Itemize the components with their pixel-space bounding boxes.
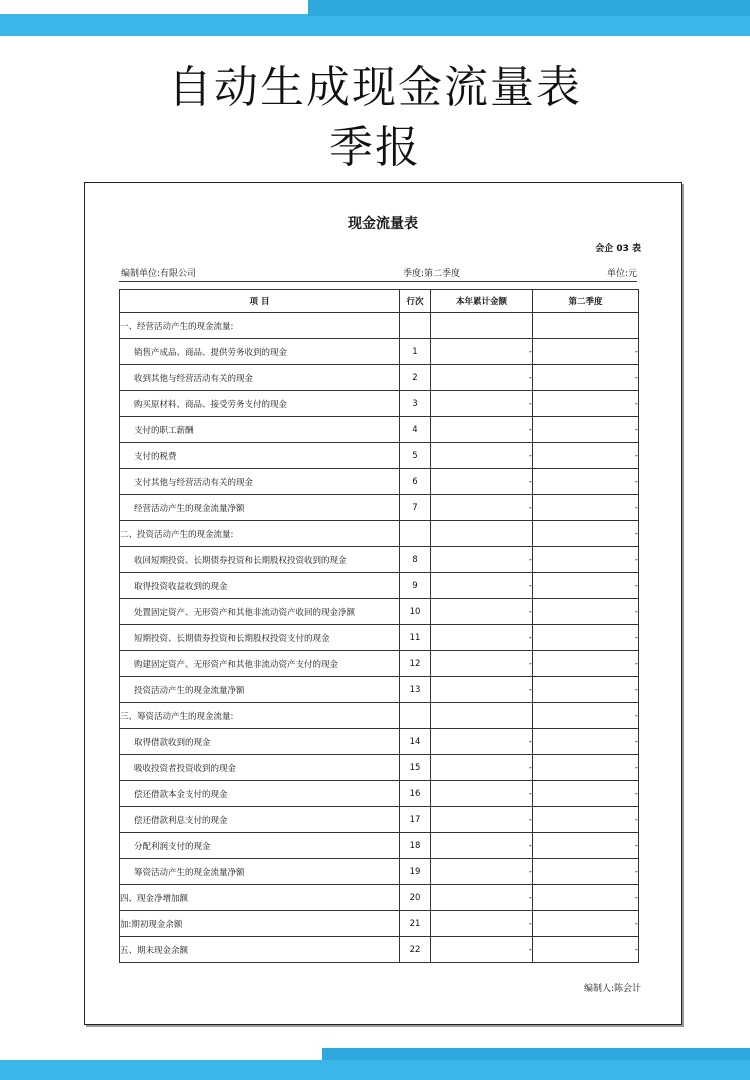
row-line-no: 4 (400, 417, 431, 443)
row-item-label: 吸收投资者投资收到的现金 (120, 755, 400, 781)
row-quarter-amount: - (533, 911, 639, 937)
table-row (120, 625, 639, 651)
row-ytd-amount: - (431, 911, 533, 937)
row-quarter-amount: - (533, 339, 639, 365)
top-accent-bar-secondary (308, 0, 750, 16)
row-quarter-amount: - (533, 495, 639, 521)
table-row (120, 365, 639, 391)
row-quarter-amount: - (533, 365, 639, 391)
row-ytd-amount: - (431, 859, 533, 885)
row-item-label: 收到其他与经营活动有关的现金 (120, 365, 400, 391)
row-item-label: 四、现金净增加额 (120, 885, 400, 911)
row-line-no: 18 (400, 833, 431, 859)
row-line-no: 9 (400, 573, 431, 599)
row-quarter-amount: - (533, 807, 639, 833)
row-quarter-amount: - (533, 677, 639, 703)
row-quarter-amount: - (533, 651, 639, 677)
row-item-label: 收回短期投资、长期债券投资和长期股权投资收到的现金 (120, 547, 400, 573)
row-quarter-amount: - (533, 755, 639, 781)
row-ytd-amount: - (431, 833, 533, 859)
header-ytd-amount: 本年累计金额 (431, 290, 533, 313)
row-quarter-amount (533, 313, 639, 339)
row-ytd-amount: - (431, 625, 533, 651)
bottom-accent-bar (0, 1060, 750, 1080)
row-line-no: 14 (400, 729, 431, 755)
top-accent-bar (0, 14, 750, 36)
row-quarter-amount: - (533, 729, 639, 755)
row-item-label: 筹资活动产生的现金流量净额 (120, 859, 400, 885)
row-line-no: 22 (400, 937, 431, 963)
row-ytd-amount: - (431, 365, 533, 391)
row-line-no: 20 (400, 885, 431, 911)
row-ytd-amount: - (431, 599, 533, 625)
row-quarter-amount: - (533, 573, 639, 599)
row-quarter-amount: - (533, 625, 639, 651)
row-item-label: 一、经营活动产生的现金流量: (120, 313, 400, 339)
row-item-label: 销售产成品、商品、提供劳务收到的现金 (120, 339, 400, 365)
row-item-label: 偿还借款利息支付的现金 (120, 807, 400, 833)
row-line-no (400, 703, 431, 729)
row-ytd-amount: - (431, 339, 533, 365)
row-ytd-amount: - (431, 937, 533, 963)
row-item-label: 经营活动产生的现金流量净额 (120, 495, 400, 521)
row-line-no: 2 (400, 365, 431, 391)
row-item-label: 短期投资、长期债券投资和长期股权投资支付的现金 (120, 625, 400, 651)
table-row (120, 859, 639, 885)
table-row (120, 937, 639, 963)
row-quarter-amount: - (533, 859, 639, 885)
row-quarter-amount: - (533, 703, 639, 729)
row-ytd-amount: - (431, 573, 533, 599)
row-line-no: 1 (400, 339, 431, 365)
row-quarter-amount: - (533, 417, 639, 443)
row-ytd-amount: - (431, 391, 533, 417)
row-item-label: 支付其他与经营活动有关的现金 (120, 469, 400, 495)
reporting-unit: 编制单位:有限公司 (121, 269, 197, 279)
row-line-no: 16 (400, 781, 431, 807)
row-ytd-amount: - (431, 807, 533, 833)
table-row (120, 391, 639, 417)
table-row (120, 521, 639, 547)
row-quarter-amount: - (533, 547, 639, 573)
table-row (120, 677, 639, 703)
row-ytd-amount (431, 703, 533, 729)
row-ytd-amount: - (431, 443, 533, 469)
table-row (120, 885, 639, 911)
row-line-no: 5 (400, 443, 431, 469)
cash-flow-table (119, 289, 639, 963)
form-number: 会企 03 表 (595, 244, 641, 254)
row-ytd-amount: - (431, 469, 533, 495)
row-ytd-amount (431, 313, 533, 339)
table-row (120, 573, 639, 599)
row-ytd-amount: - (431, 495, 533, 521)
table-row (120, 495, 639, 521)
row-item-label: 偿还借款本金支付的现金 (120, 781, 400, 807)
table-row (120, 781, 639, 807)
row-line-no: 8 (400, 547, 431, 573)
row-quarter-amount: - (533, 833, 639, 859)
row-item-label: 分配利润支付的现金 (120, 833, 400, 859)
table-row (120, 833, 639, 859)
row-item-label: 购建固定资产、无形资产和其他非流动资产支付的现金 (120, 651, 400, 677)
table-row (120, 599, 639, 625)
row-item-label: 二、投资活动产生的现金流量: (120, 521, 400, 547)
table-row (120, 339, 639, 365)
row-quarter-amount: - (533, 521, 639, 547)
table-row (120, 443, 639, 469)
row-item-label: 加:期初现金余额 (120, 911, 400, 937)
table-row (120, 417, 639, 443)
banner-title: 自动生成现金流量表 (168, 62, 582, 113)
table-row (120, 911, 639, 937)
row-ytd-amount: - (431, 547, 533, 573)
header-item: 项 目 (120, 290, 400, 313)
row-ytd-amount: - (431, 677, 533, 703)
row-item-label: 投资活动产生的现金流量净额 (120, 677, 400, 703)
row-quarter-amount: - (533, 937, 639, 963)
row-line-no: 21 (400, 911, 431, 937)
doc-title: 现金流量表 (348, 216, 418, 232)
row-line-no: 11 (400, 625, 431, 651)
row-line-no: 13 (400, 677, 431, 703)
header-line-no: 行次 (400, 290, 431, 313)
row-item-label: 支付的职工薪酬 (120, 417, 400, 443)
row-quarter-amount: - (533, 781, 639, 807)
reporting-period: 季度:第二季度 (403, 269, 461, 279)
row-quarter-amount: - (533, 443, 639, 469)
row-line-no: 10 (400, 599, 431, 625)
row-line-no: 3 (400, 391, 431, 417)
header-divider (119, 281, 637, 282)
row-line-no: 7 (400, 495, 431, 521)
preparer: 编制人:陈会计 (583, 984, 641, 994)
currency-unit: 单位:元 (606, 269, 637, 279)
row-line-no: 17 (400, 807, 431, 833)
row-item-label: 取得借款收到的现金 (120, 729, 400, 755)
row-ytd-amount: - (431, 651, 533, 677)
table-row (120, 703, 639, 729)
banner-subtitle: 季报 (329, 122, 421, 173)
row-ytd-amount (431, 521, 533, 547)
cash-flow-sheet (84, 182, 682, 1025)
row-item-label: 三、筹资活动产生的现金流量: (120, 703, 400, 729)
table-row (120, 547, 639, 573)
row-item-label: 取得投资收益收到的现金 (120, 573, 400, 599)
row-ytd-amount: - (431, 781, 533, 807)
row-line-no: 6 (400, 469, 431, 495)
row-item-label: 五、期末现金余额 (120, 937, 400, 963)
row-quarter-amount: - (533, 391, 639, 417)
row-ytd-amount: - (431, 417, 533, 443)
row-item-label: 支付的税费 (120, 443, 400, 469)
row-quarter-amount: - (533, 885, 639, 911)
row-ytd-amount: - (431, 755, 533, 781)
row-line-no: 19 (400, 859, 431, 885)
table-row (120, 651, 639, 677)
table-body (120, 313, 639, 963)
header-quarter: 第二季度 (533, 290, 639, 313)
row-line-no: 12 (400, 651, 431, 677)
row-line-no (400, 521, 431, 547)
row-ytd-amount: - (431, 729, 533, 755)
table-row (120, 755, 639, 781)
row-quarter-amount: - (533, 469, 639, 495)
table-header-row (120, 290, 639, 313)
row-ytd-amount: - (431, 885, 533, 911)
table-row (120, 469, 639, 495)
table-row (120, 807, 639, 833)
table-row (120, 313, 639, 339)
table-row (120, 729, 639, 755)
row-quarter-amount: - (533, 599, 639, 625)
row-item-label: 购买原材料、商品、接受劳务支付的现金 (120, 391, 400, 417)
row-line-no (400, 313, 431, 339)
row-line-no: 15 (400, 755, 431, 781)
row-item-label: 处置固定资产、无形资产和其他非流动资产收回的现金净额 (120, 599, 400, 625)
